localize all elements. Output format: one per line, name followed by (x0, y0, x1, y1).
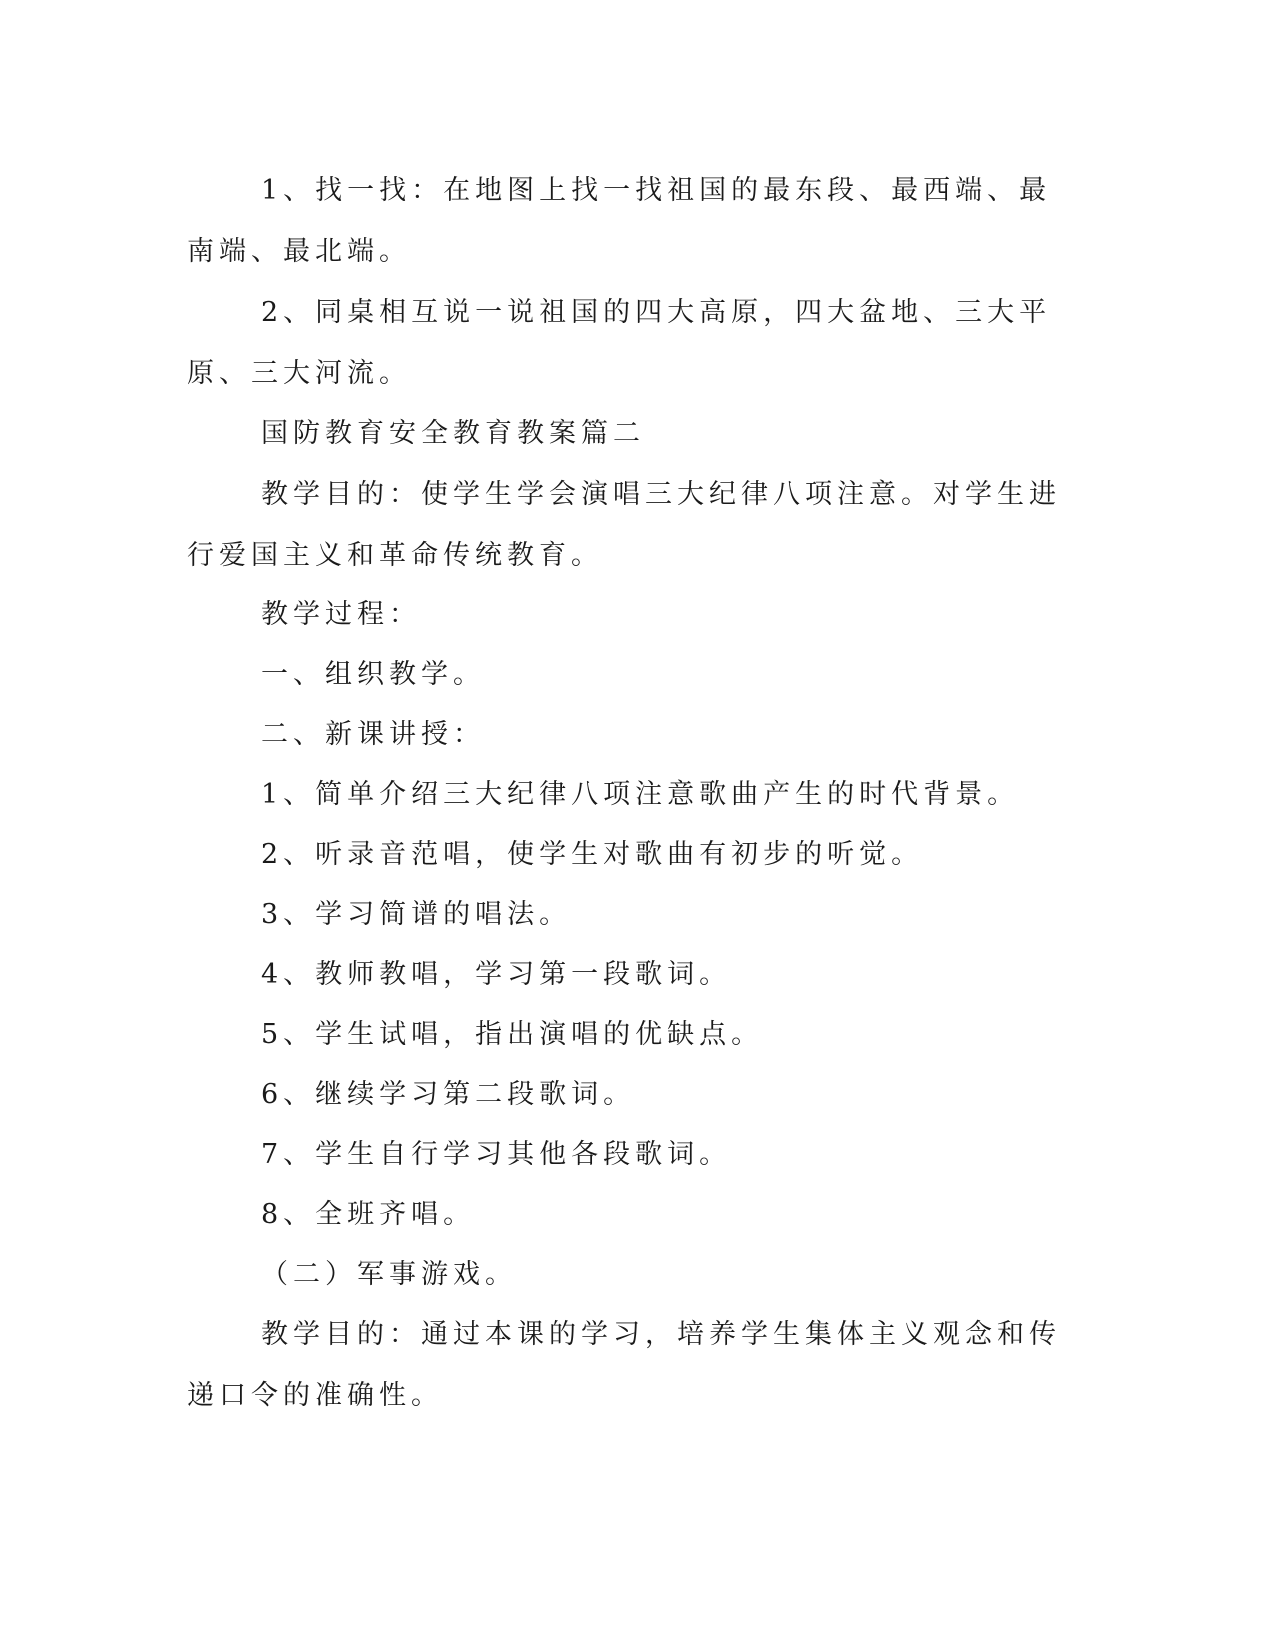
paragraph-find-extremes: 1、找一找：在地图上找一找祖国的最东段、最西端、最南端、最北端。 (187, 175, 1052, 267)
list-item: 7、学生自行学习其他各段歌词。 (261, 1139, 732, 1170)
list-item: 5、学生试唱，指出演唱的优缺点。 (261, 1019, 764, 1050)
paragraph-teaching-goal-2: 教学目的：通过本课的学习，培养学生集体主义观念和传递口令的准确性。 (187, 1319, 1061, 1411)
list-item: 6、继续学习第二段歌词。 (261, 1079, 636, 1110)
list-item: 3、学习简谱的唱法。 (261, 899, 572, 930)
subsection-heading: （二）军事游戏。 (261, 1259, 517, 1290)
list-item: 一、组织教学。 (261, 659, 485, 690)
section-heading: 国防教育安全教育教案篇二 (261, 418, 645, 449)
list-item: 1、简单介绍三大纪律八项注意歌曲产生的时代背景。 (261, 779, 1020, 810)
paragraph-landforms: 2、同桌相互说一说祖国的四大高原，四大盆地、三大平原、三大河流。 (187, 297, 1052, 389)
list-item: 4、教师教唱，学习第一段歌词。 (261, 959, 732, 990)
paragraph-teaching-process: 教学过程： (261, 599, 421, 630)
paragraph-teaching-goal-1: 教学目的：使学生学会演唱三大纪律八项注意。对学生进行爱国主义和革命传统教育。 (187, 479, 1061, 571)
list-item: 8、全班齐唱。 (261, 1199, 476, 1230)
list-item: 二、新课讲授： (261, 719, 485, 750)
list-item: 2、听录音范唱，使学生对歌曲有初步的听觉。 (261, 839, 924, 870)
